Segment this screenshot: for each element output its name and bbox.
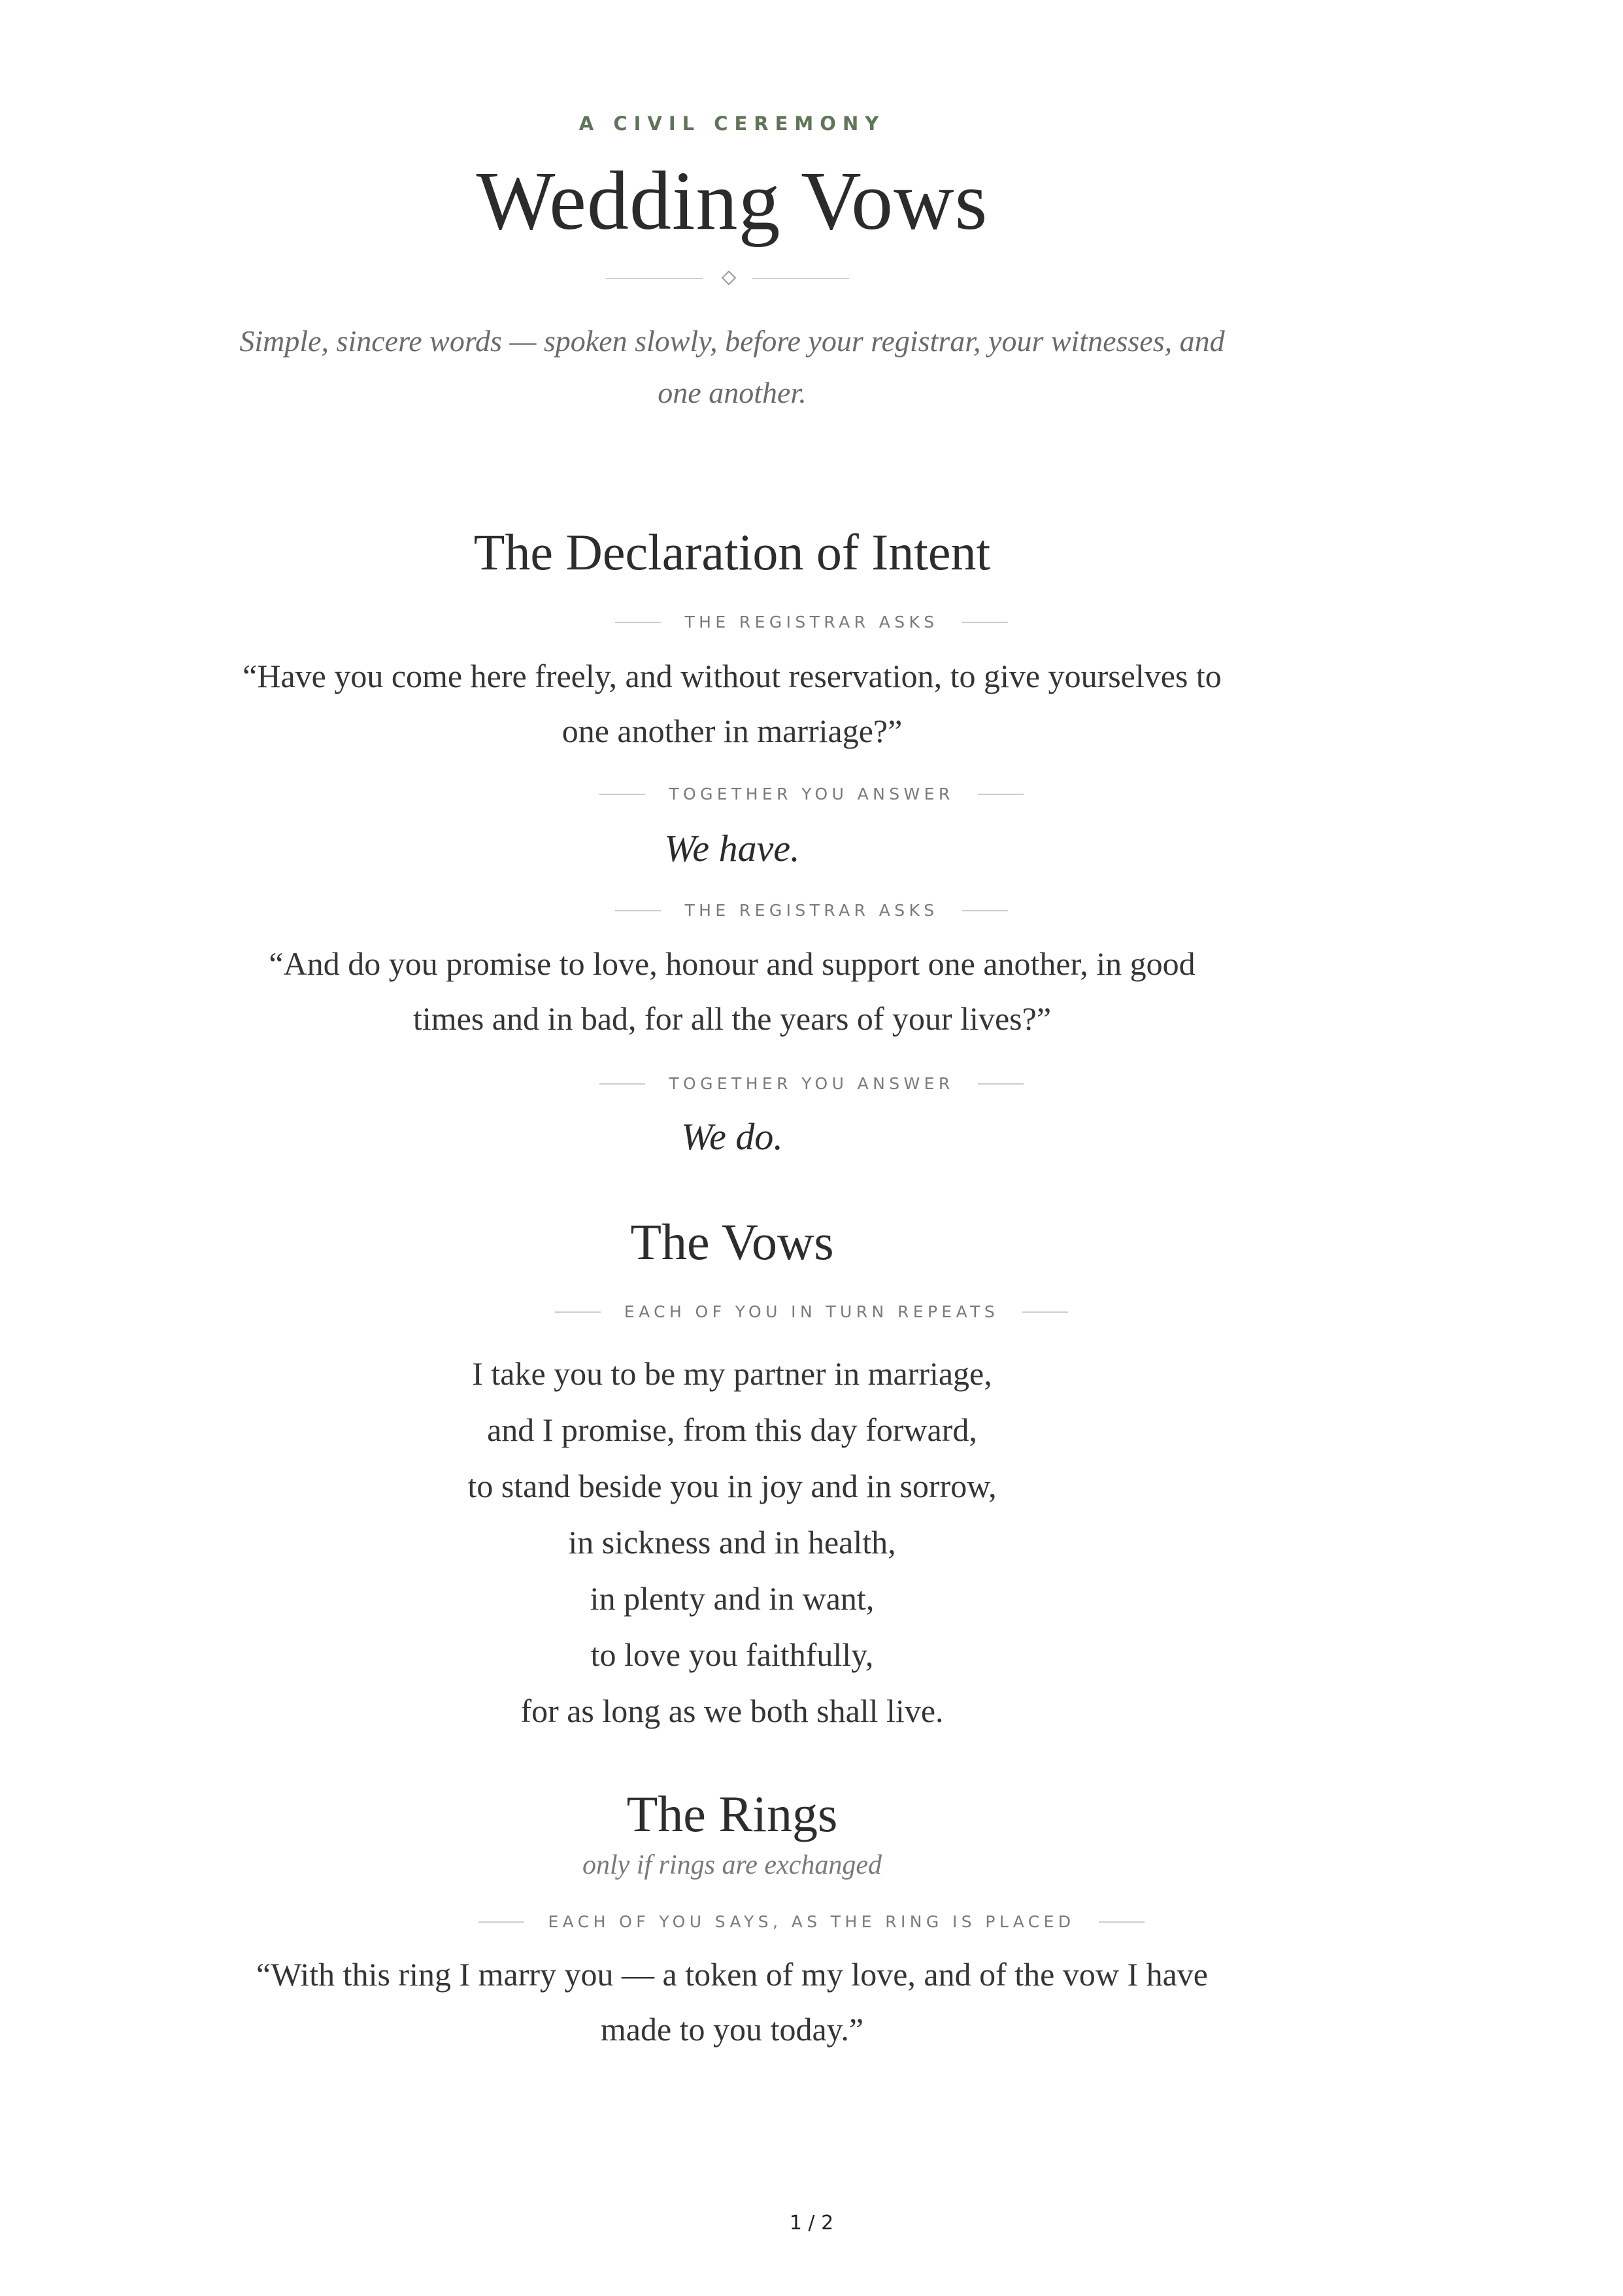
label-rule [962,910,1008,911]
speaker-label [0,901,1623,923]
section-heading-vows: The Vows [630,1213,834,1270]
speaker-label-text: EACH OF YOU SAYS, AS THE RING IS PLACED [548,1912,1075,1931]
speaker-label [0,1912,1623,1934]
speaker-label [0,613,1623,635]
diamond-icon [722,271,737,286]
vow-line: I take you to be my partner in marriage, [472,1355,992,1392]
vow-line: to love you faithfully, [590,1636,874,1673]
section-heading-declaration: The Declaration of Intent [473,524,991,581]
speaker-label [0,1074,1623,1096]
ceremony-eyebrow: A CIVIL CEREMONY [578,112,886,135]
title-ornament [0,269,1623,288]
speaker-label-text: TOGETHER YOU ANSWER [669,785,954,803]
vow-line: and I promise, from this day forward, [487,1411,977,1448]
label-rule [478,1921,524,1923]
speaker-label-text: THE REGISTRAR ASKS [684,613,939,632]
label-rule [615,622,661,623]
vow-line: in plenty and in want, [590,1580,875,1617]
label-rule [1022,1311,1068,1313]
label-rule [978,794,1024,795]
speaker-label-text: TOGETHER YOU ANSWER [669,1074,954,1093]
label-rule [599,1083,645,1085]
document-title: Wedding Vows [476,154,988,247]
vow-line: for as long as we both shall live. [520,1693,944,1729]
rings-note: only if rings are exchanged [582,1850,882,1880]
intro-text: Simple, sincere words — spoken slowly, before your registrar, your witnesses, and one another. [239,324,1225,409]
section-heading-rings: The Rings [626,1785,838,1842]
vow-line: to stand beside you in joy and in sorrow, [467,1468,997,1504]
speaker-label [0,785,1623,807]
ornament-line-right [752,278,849,279]
page-number: 1 / 2 [789,2212,834,2235]
label-rule [555,1311,601,1313]
label-rule [978,1083,1024,1085]
label-rule [1099,1921,1145,1923]
label-rule [962,622,1008,623]
speaker-label-text: THE REGISTRAR ASKS [684,901,939,920]
vow-text [235,1345,1229,1739]
label-rule [599,794,645,795]
registrar-question: “And do you promise to love, honour and support one another, in good times and in bad, for all the years of your lives?” [269,945,1196,1037]
ornament-line-left [606,278,703,279]
registrar-question: “Have you come here freely, and without reservation, to give yourselves to one another in marriage?” [243,658,1222,749]
speaker-label-text: EACH OF YOU IN TURN REPEATS [624,1302,999,1321]
label-rule [615,910,661,911]
couple-answer: We do. [681,1115,783,1158]
ring-words: “With this ring I marry you — a token of my love, and of the vow I have made to you today.” [256,1956,1208,2048]
vow-line: in sickness and in health, [568,1524,896,1561]
speaker-label [0,1302,1623,1325]
couple-answer: We have. [664,827,800,869]
